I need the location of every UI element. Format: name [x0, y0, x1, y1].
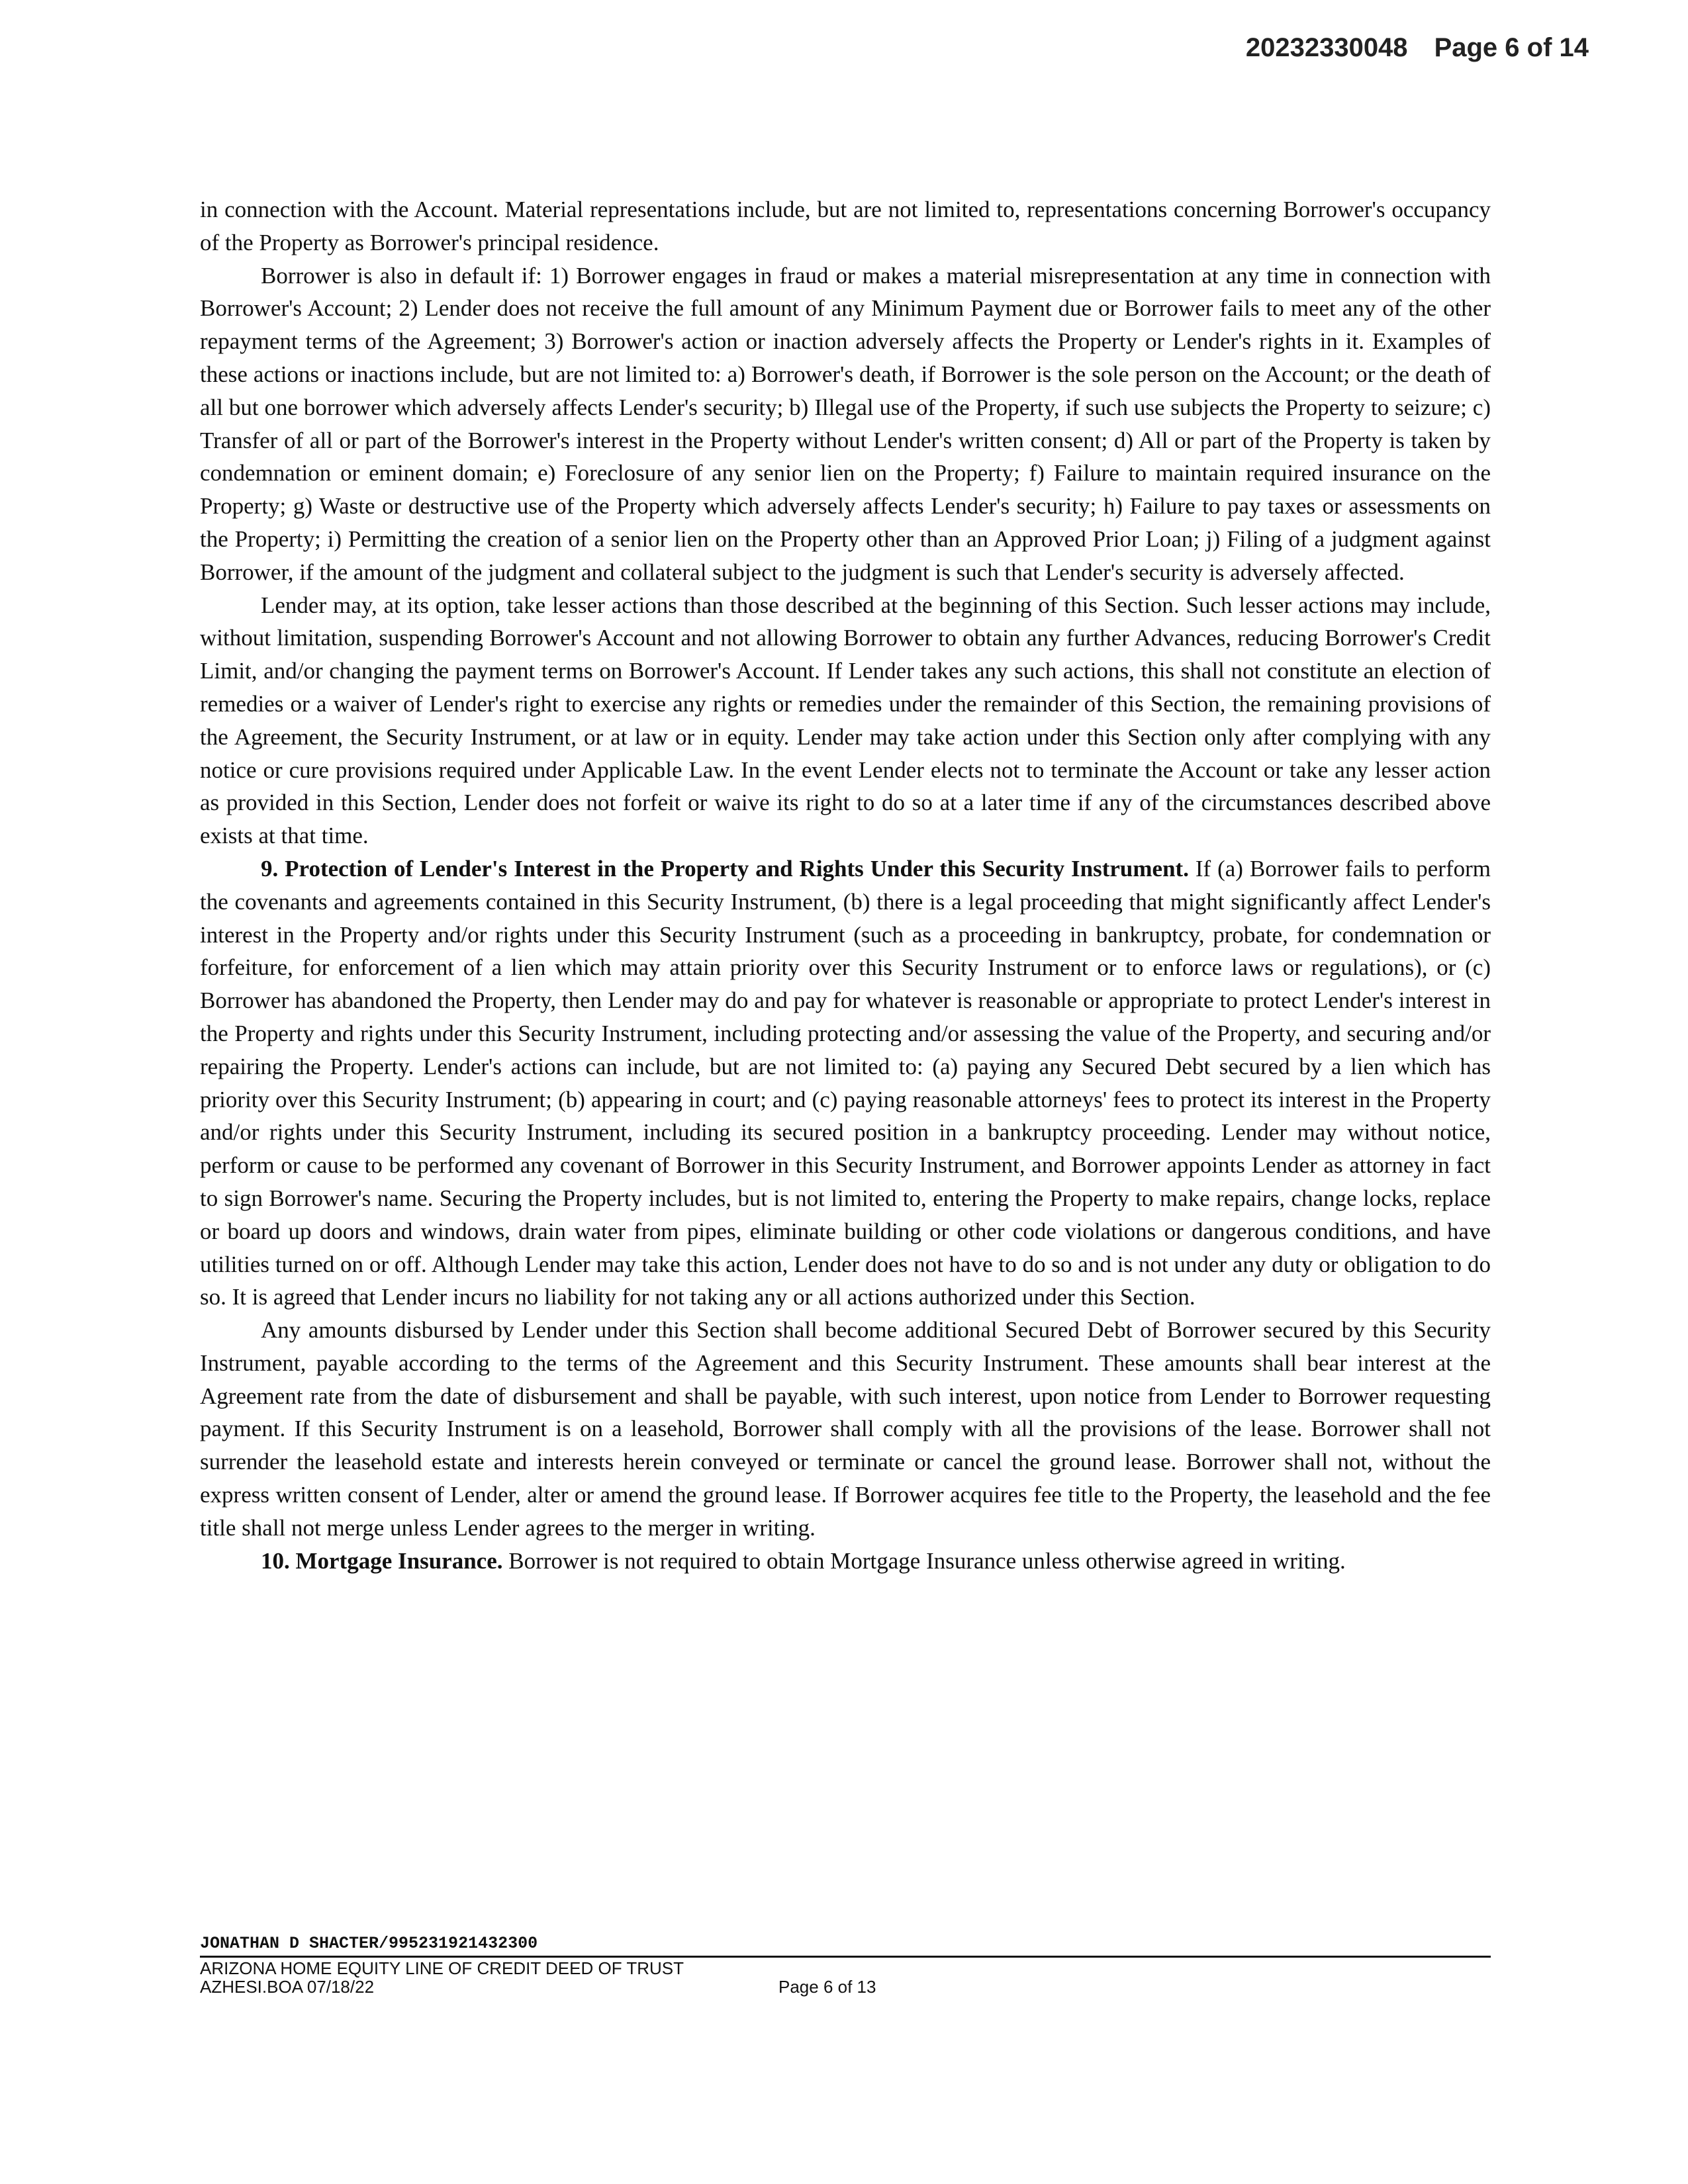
document-number: 20232330048 — [1245, 33, 1408, 62]
section-10-text: Borrower is not required to obtain Mortgage Insurance unless otherwise agreed in writing. — [502, 1547, 1346, 1574]
form-code: AZHESI.BOA 07/18/22 — [200, 1977, 375, 1997]
paragraph-continuation: in connection with the Account. Material representations include, but are not limited to, representations concerning Borrower's occupancy of the Property as Borrower's principal residence. — [200, 197, 1491, 255]
form-code-row — [200, 1978, 1491, 1996]
section-10 — [200, 1545, 1491, 1578]
paragraph-lesser-actions: Lender may, at its option, take lesser actions than those described at the beginning of this Section. Such lesser actions may include, without limitation, suspending Borrower's Account and not allowing Borrower to obtain any further Advances, reducing Borrower's Credit Limit, and/or changing the payment terms on Borrower's Account. If Lender takes any such actions, this shall not constitute an election of remedies or a waiver of Lender's right to exercise any rights or remedies under the remainder of this Section, the remaining provisions of the Agreement, the Security Instrument, or at law or in equity. Lender may take action under this Section only after complying with any notice or cure provisions required under Applicable Law. In the event Lender elects not to terminate the Account or take any lesser action as provided in this Section, Lender does not forfeit or waive its right to do so at a later time if any of the circumstances described above exists at that time. — [200, 592, 1491, 849]
page-header — [1246, 33, 1589, 63]
paragraph-amounts-disbursed: Any amounts disbursed by Lender under this Section shall become additional Secured Debt of Borrower secured by this Security Instrument, payable according to the terms of the Agreement and this Security Instrument. These amounts shall bear interest at the Agreement rate from the date of disbursement and shall be payable, with such interest, upon notice from Lender to Borrower requesting payment. If this Security Instrument is on a leasehold, Borrower shall comply with all the provisions of the lease. Borrower shall not surrender the leasehold estate and interests herein conveyed or terminate or cancel the ground lease. Borrower shall not, without the express written consent of Lender, alter or amend the ground lease. If Borrower acquires fee title to the Property, the leasehold and the fee title shall not merge unless Lender agrees to the merger in writing. — [200, 1317, 1491, 1541]
paragraph-default-conditions: Borrower is also in default if: 1) Borrower engages in fraud or makes a material misrepresentation at any time in connection with Borrower's Account; 2) Lender does not receive the full amount of any Minimum Payment due or Borrower fails to meet any of the other repayment terms of the Agreement; 3) Borrower's action or inaction adversely affects the Property or Lender's rights in it. Examples of these actions or inactions include, but are not limited to: a) Borrower's death, if Borrower is the sole person on the Account; or the death of all but one borrower which adversely affects Lender's security; b) Illegal use of the Property, if such use subjects the Property to seizure; c) Transfer of all or part of the Borrower's interest in the Property without Lender's written consent; d) All or part of the Property is taken by condemnation or eminent domain; e) Foreclosure of any senior lien on the Property; f) Failure to maintain required insurance on the Property; g) Waste or destructive use of the Property which adversely affects Lender's security; h) Failure to pay taxes or assessments on the Property; i) Permitting the creation of a senior lien on the Property other than an Approved Prior Loan; j) Filing of a judgment against Borrower, if the amount of the judgment and collateral subject to the judgment is such that Lender's security is adversely affected. — [200, 262, 1491, 585]
page-indicator: Page 6 of 14 — [1434, 33, 1589, 62]
form-page: Page 6 of 13 — [778, 1977, 876, 1997]
document-body — [200, 193, 1491, 1577]
section-10-heading: 10. Mortgage Insurance. — [261, 1547, 503, 1574]
form-title: ARIZONA HOME EQUITY LINE OF CREDIT DEED OF TRUST — [200, 1958, 684, 1978]
section-9-heading: 9. Protection of Lender's Interest in the Property and Rights Under this Security Instrument. — [261, 855, 1189, 882]
section-9 — [200, 852, 1491, 1314]
page-footer — [200, 1934, 1491, 1996]
form-info — [200, 1959, 1491, 1996]
borrower-id: JONATHAN D SHACTER/995231921432300 — [200, 1934, 1491, 1958]
section-9-text: If (a) Borrower fails to perform the covenants and agreements contained in this Security Instrument, (b) there is a legal proceeding that might significantly affect Lender's interest in the Property and/or rights under this Security Instrument (such as a proceeding in bankruptcy, probate, for condemnation or forfeiture, for enforcement of a lien which may attain priority over this Security Instrument or to enforce laws or regulations), or (c) Borrower has abandoned the Property, then Lender may do and pay for whatever is reasonable or appropriate to protect Lender's interest in the Property and rights under this Security Instrument, including protecting and/or assessing the value of the Property, and securing and/or repairing the Property. Lender's actions can include, but are not limited to: (a) paying any Secured Debt secured by a lien which has priority over this Security Instrument; (b) appearing in court; and (c) paying reasonable attorneys' fees to protect its interest in the Property and/or rights under this Security Instrument, including its secured position in a bankruptcy proceeding. Lender may without notice, perform or cause to be performed any covenant of Borrower in this Security Instrument, and Borrower appoints Lender as attorney in fact to sign Borrower's name. Securing the Property includes, but is not limited to, entering the Property to make repairs, change locks, replace or board up doors and windows, drain water from pipes, eliminate building or other code violations or dangerous conditions, and have utilities turned on or off. Although Lender may take this action, Lender does not have to do so and is not under any duty or obligation to do so. It is agreed that Lender incurs no liability for not taking any or all actions authorized under this Section. — [200, 855, 1491, 1310]
